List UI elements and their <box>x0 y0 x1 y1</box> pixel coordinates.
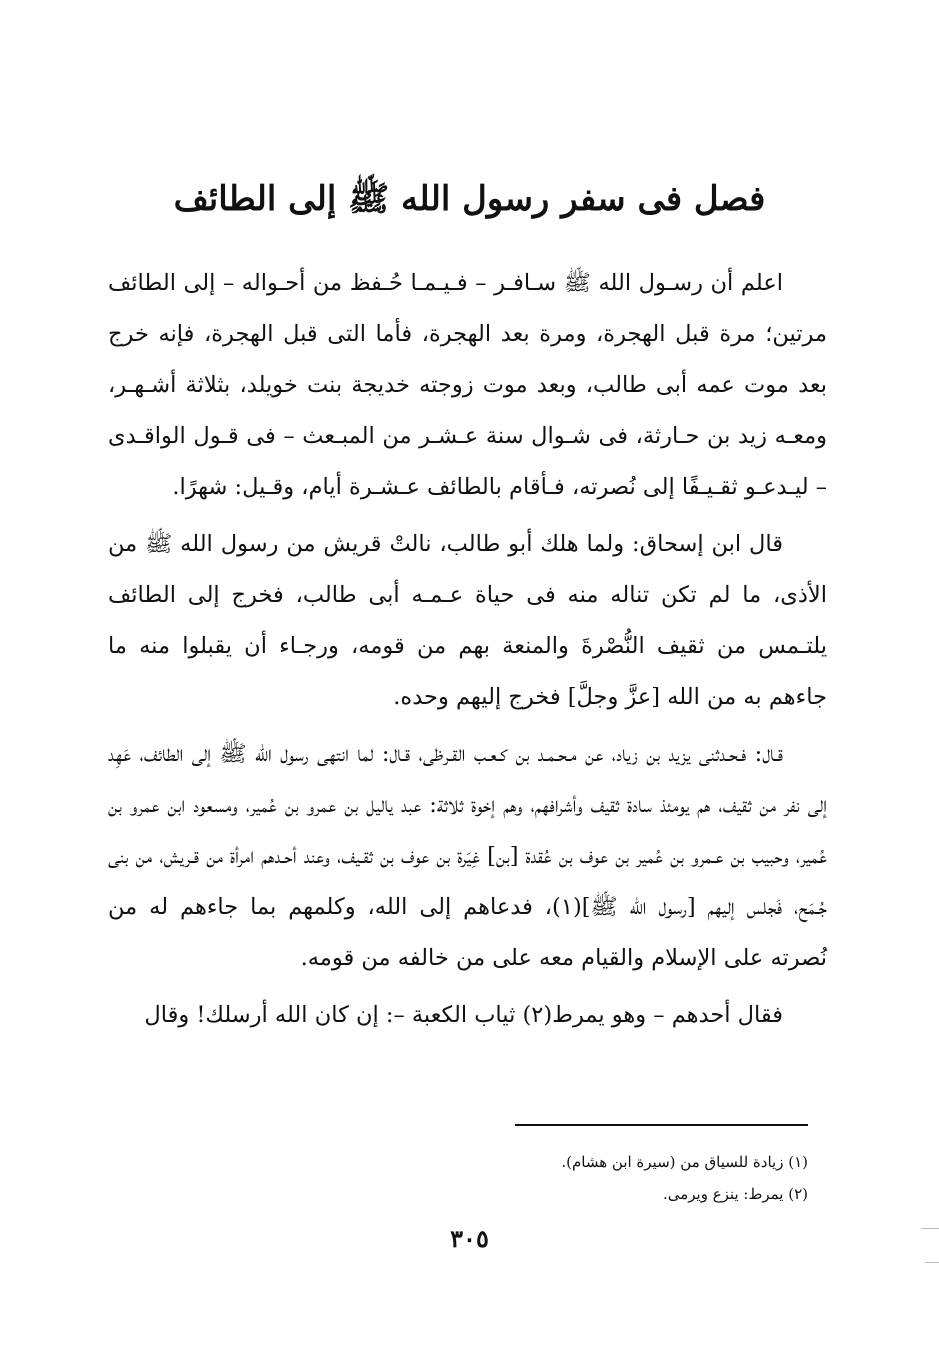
footnotes <box>208 1146 808 1210</box>
paragraph: اعلم أن رسـول الله ﷺ سـافـر – فـيـمـا حُـفظ من أحـواله – إلى الطائف مرتين؛ مرة قبل الهجرة، ومرة بعد الهجرة، فأما التى قبل الهجرة، فإنه خرج بعد موت عمه أبى طالب، وبعد موت زوجته خديجة بنت خويلد، بثلاثة أشـهـر، ومعـه زيد بن حـارثة، فى شـوال سنة عـشـر من المبـعث – فى قـول الواقـدى – ليـدعـو ثقـيـفًا إلى نُصرته، فـأقام بالطائف عـشـرة أيام، وقـيل: شهرًا. <box>108 270 827 500</box>
footnote-divider <box>515 1124 808 1126</box>
page-number: ٣٠٥ <box>450 1224 489 1253</box>
body-text <box>108 258 827 1047</box>
paragraph: قـال: فـحـدثنى يزيد بن زياد، عن مـحـمـد بن كـعـب القـرظى، قـال: لما انتهى رسول الله ﷺ إلى الطائف، عَهِد إلى نفر من ثقيف، هم يومئذ سادة ثقيف وأشرافهم، وهم إخوة ثلاثة: عبد ياليل بن عمرو بن عُمير، ومسعود ابن عمرو بن عُمير، وحبيب بن عـمرو بن عُمير بن عوف بن عُقدة [بن] غِيَرة بن عوف بن ثقـيف، وعند أحـدهم امرأة من قـريش، من بنى جُـمَح، فَجلس إليهم [رسول الله ﷺ](١)، فدعاهم إلى الله، وكلمهم بما جاءهم له من نُصرته على الإسلام والقيام معه على من خالفه من قومه. <box>108 741 827 971</box>
footnote: (٢) يمرط: ينزع ويرمى. <box>662 1185 808 1203</box>
scan-edge-mark <box>925 1262 939 1263</box>
scan-edge-mark <box>921 1228 939 1229</box>
chapter-title: فصل فى سفر رسول الله ﷺ إلى الطائف <box>173 179 766 219</box>
paragraph: قال ابن إسحاق: ولما هلك أبو طالب، نالتْ قريش من رسول الله ﷺ من الأذى، ما لم تكن تناله منه فى حياة عـمـه أبى طالب، فخرج إلى الطائف يلتـمس من ثقيف النُّصْرةَ والمنعة بهم من قومه، ورجـاء أن يقبلوا منه ما جاءهم به من الله [عزَّ وجلَّ] فخرج إليهم وحده. <box>108 531 827 710</box>
footnote: (١) زيادة للسياق من (سيرة ابن هشام). <box>561 1153 808 1171</box>
paragraph: فقال أحدهم – وهو يمرط(٢) ثياب الكعبة –: إن كان الله أرسلك! وقال <box>144 1002 783 1028</box>
